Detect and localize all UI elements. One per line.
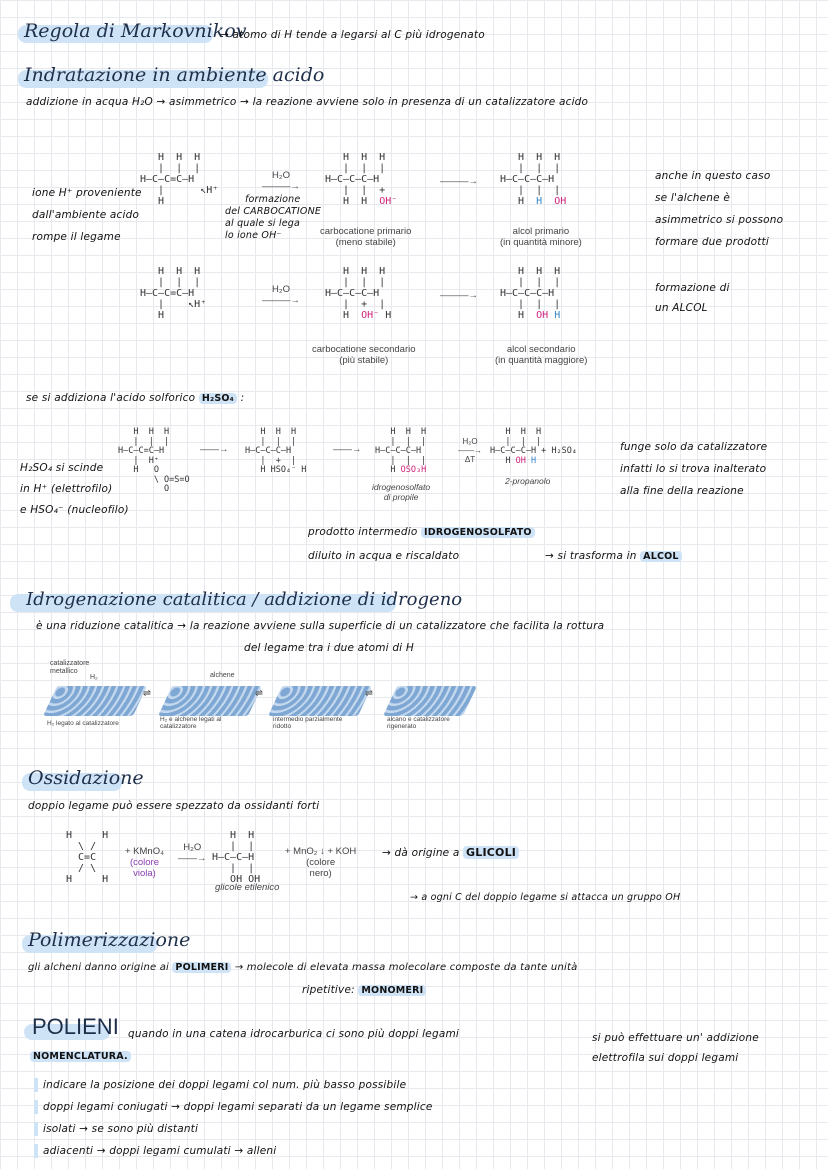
- catalyst-surface-2: [158, 686, 262, 716]
- cap-sulfate: idrogenosolfato di propile: [372, 482, 431, 502]
- arrow: ———→: [440, 176, 478, 187]
- label-h2: H₂: [90, 674, 98, 681]
- idratazione-note-left: ione H⁺ proveniente dall'ambiente acido rompe il legame: [32, 187, 142, 243]
- carbocation-secondary: H H H | | | H—C—C—C—H | + | H OH⁻ H: [325, 266, 392, 321]
- ossidazione-title: Ossidazione: [28, 767, 144, 789]
- alcol-secondary-structure: H H H | | | H—C—C—C—H | | | H OH H: [500, 266, 561, 321]
- reagent-h2o-dt: H₂O ——→ ΔT: [458, 437, 482, 464]
- polieni-title: POLIENI: [32, 1014, 119, 1039]
- idrogenazione-desc2: del legame tra i due atomi di H: [244, 642, 414, 654]
- polieni-list: [34, 1074, 433, 1162]
- ossidazione-desc: doppio legame può essere spezzato da ossidanti forti: [28, 800, 320, 812]
- equilibrium-arrow: ⇌: [143, 688, 151, 699]
- polimerizzazione-title: Polimerizzazione: [28, 929, 191, 951]
- kmno4-reagent: + KMnO₄ (colore viola): [125, 846, 164, 879]
- caption-1: H₂ legato al catalizzatore: [47, 720, 119, 727]
- idratazione-note-right2: formazione di un ALCOL: [655, 282, 730, 314]
- ethene-structure: H H \ / C=C / \ H H: [66, 830, 109, 885]
- caption-3: intermedio parzialmente ridotto: [273, 716, 343, 730]
- alcol-line: → si trasforma in ALCOL: [545, 550, 682, 562]
- arrow: ——→: [200, 444, 229, 455]
- catalyst-surface-1: [43, 686, 147, 716]
- list-item: doppi legami coniugati → doppi legami separati da un legame semplice: [34, 1096, 433, 1118]
- polieni-side-note: si può effettuare un' addizione elettrofila sui doppi legami: [592, 1032, 759, 1064]
- idrogenosolfato-structure: H H H | | | H—C—C—C—H | | | H OSO₃H: [375, 427, 427, 475]
- caption-4: alcano e catalizzatore rigenerato: [387, 716, 450, 730]
- list-item: isolati → se sono più distanti: [34, 1118, 433, 1140]
- arrow: H₂O ——→: [178, 842, 207, 864]
- cap-carbocation-primary: carbocatione primario (meno stabile): [320, 226, 412, 248]
- diluted-line: diluito in acqua e riscaldato: [308, 550, 460, 562]
- equilibrium-arrow: ⇌: [255, 688, 263, 699]
- list-item: indicare la posizione dei doppi legami col num. più basso possibile: [34, 1074, 433, 1096]
- ossidazione-note: → a ogni C del doppio legame si attacca un gruppo OH: [410, 892, 681, 903]
- arrow: ———→: [440, 290, 478, 301]
- cap-alcol-primary: alcol primario (in quantità minore): [500, 226, 582, 248]
- solforico-intro: se si addiziona l'acido solforico H₂SO₄ :: [26, 392, 245, 404]
- idratazione-desc: addizione in acqua H₂O → asimmetrico → la reazione avviene solo in presenza di un catalizzatore acido: [26, 96, 589, 108]
- idrogenazione-title: Idrogenazione catalitica / addizione di idrogeno: [26, 589, 463, 610]
- cap-alcol-secondary: alcol secondario (in quantità maggiore): [495, 344, 588, 366]
- label-alkene: alchene: [210, 672, 235, 679]
- ossidazione-origin: → dà origine a GLICOLI: [382, 846, 519, 859]
- catalysis-figure: [45, 658, 475, 738]
- alcol-primary-structure: H H H | | | H—C—C—C—H | | | H H OH: [500, 152, 567, 207]
- markovnikov-title: Regola di Markovnikov: [24, 20, 247, 42]
- propene-h2so4: H H H | | | H—C—C=C—H | H⁺ H O \ O=S=O O: [118, 427, 190, 494]
- catalyst-surface-3: [268, 686, 372, 716]
- arrow: ——→: [333, 444, 362, 455]
- reagent-h2o: H₂O ———→: [262, 170, 300, 192]
- equilibrium-arrow: ⇌: [365, 688, 373, 699]
- carbocation-primary: H H H | | | H—C—C—C—H | | + H H OH⁻: [325, 152, 398, 207]
- solforico-note-right: funge solo da catalizzatore infatti lo si trova inalterato alla fine della reazione: [620, 441, 768, 497]
- reagent-h2o-2: H₂O ———→: [262, 284, 300, 306]
- caption-2: H₂ e alchene legati al catalizzatore: [160, 716, 222, 730]
- markovnikov-rule: → atomo di H tende a legarsi al C più idrogenato: [220, 29, 485, 41]
- glicole-label: glicole etilenico: [215, 882, 280, 893]
- idrogenazione-desc1: è una riduzione catalitica → la reazione avviene sulla superficie di un catalizzatore che facilita la rottura: [36, 620, 605, 632]
- polieni-desc: quando in una catena idrocarburica ci sono più doppi legami: [128, 1028, 459, 1040]
- list-item: adiacenti → doppi legami cumulati → alleni: [34, 1140, 433, 1162]
- carbocation-hso4: H H H | | | H—C—C—C—H | + | H HSO₄⁻ H: [245, 427, 307, 475]
- propanol-structure: H H H | | | H—C—C—C—H + H₂SO₄ H OH H: [490, 427, 577, 466]
- idratazione-note-mid: formazione del CARBOCATIONE al quale si lega lo ione OH⁻: [225, 194, 322, 241]
- idratazione-title: Indratazione in ambiente acido: [24, 64, 325, 86]
- idratazione-note-right: anche in questo caso se l'alchene è asimmetrico si possono formare due prodotti: [655, 170, 784, 248]
- propene-structure: H H H | | | H—C—C=C—H | ↖H⁺ H: [140, 152, 219, 207]
- mno2-products: + MnO₂ ↓ + KOH (colore nero): [285, 846, 357, 879]
- polimerizzazione-desc: gli alcheni danno origine ai POLIMERI → molecole di elevata massa molecolare composte da tante unità: [28, 962, 578, 973]
- solforico-note-left: H₂SO₄ si scinde in H⁺ (elettrofilo) e HSO₄⁻ (nucleofilo): [20, 462, 129, 516]
- label-catalyst: catalizzatore metallico: [50, 660, 90, 675]
- catalyst-surface-4: [383, 686, 477, 716]
- glicole-structure: H H | | H—C—C—H | | OH OH: [212, 830, 261, 885]
- cap-carbocation-secondary: carbocatione secondario (più stabile): [312, 344, 416, 366]
- propene-structure-2: H H H | | | H—C—C=C—H | ↖H⁺ H: [140, 266, 207, 321]
- cap-propanol: 2-propanolo: [505, 476, 551, 486]
- intermediate-line: prodotto intermedio IDROGENOSOLFATO: [308, 526, 535, 538]
- nomenclatura: NOMENCLATURA.: [30, 1050, 131, 1062]
- polimerizzazione-desc2: ripetitive: MONOMERI: [302, 984, 426, 996]
